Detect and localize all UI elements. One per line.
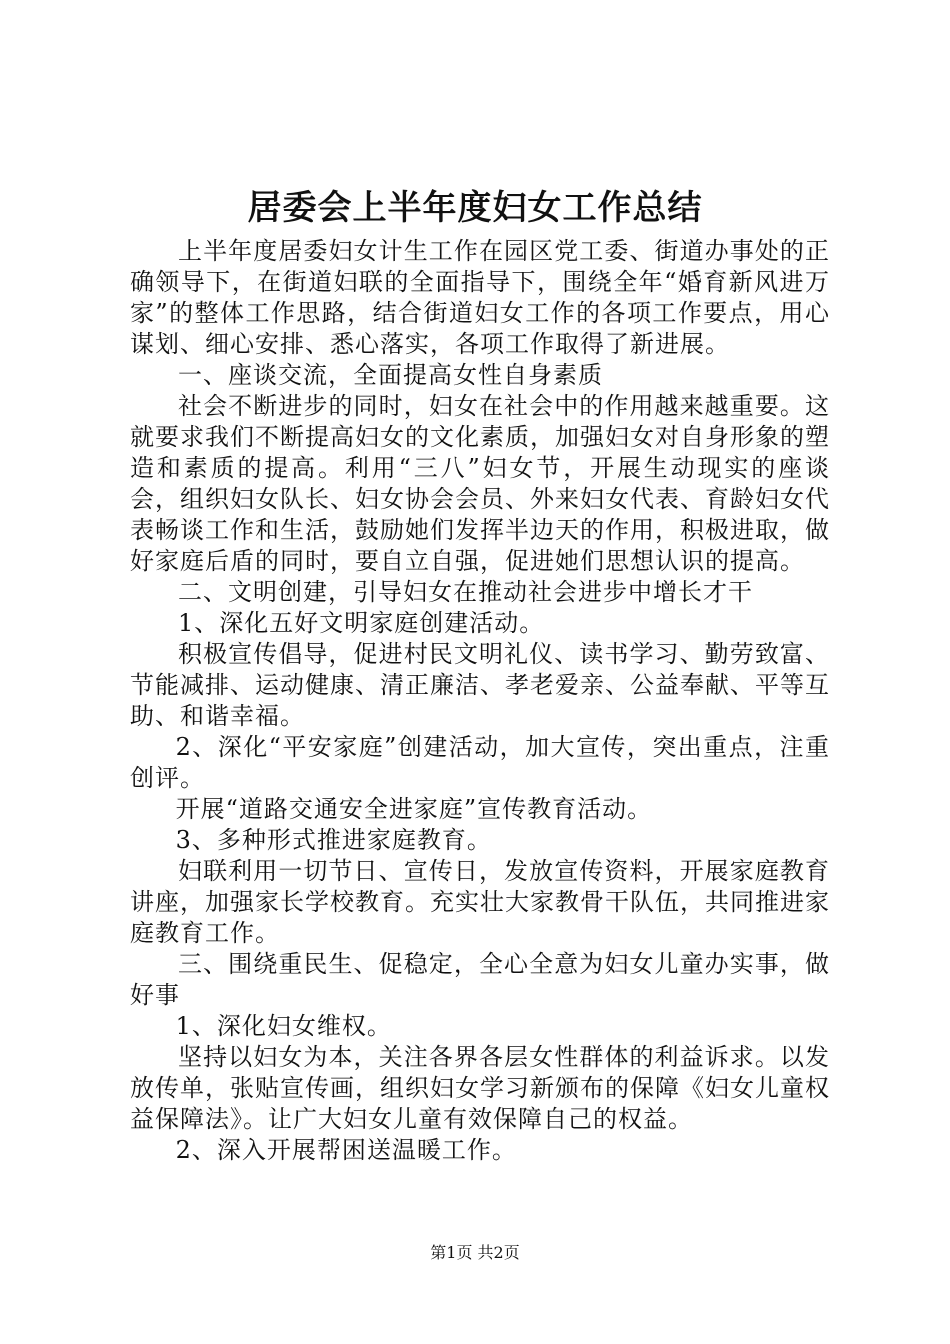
document-body: [130, 236, 830, 1166]
section-heading-3: 三、围绕重民生、促稳定，全心全意为妇女儿童办实事，做好事: [130, 950, 830, 1009]
subsection-heading: 2、深入开展帮困送温暖工作。: [175, 1136, 517, 1164]
body-paragraph: 妇联利用一切节日、宣传日，发放宣传资料，开展家庭教育讲座，加强家长学校教育。充实壮大家教骨干队伍，共同推进家庭教育工作。: [130, 857, 830, 947]
subsection-heading: 2、深化“平安家庭”创建活动，加大宣传，突出重点，注重创评。: [130, 733, 830, 792]
body-paragraph: 社会不断进步的同时，妇女在社会中的作用越来越重要。这就要求我们不断提高妇女的文化素质，加强妇女对自身形象的塑造和素质的提高。利用“三八”妇女节，开展生动现实的座谈会，组织妇女队长、妇女协会会员、外来妇女代表、育龄妇女代表畅谈工作和生活，鼓励她们发挥半边天的作用，积极进取，做好家庭后盾的同时，要自立自强，促进她们思想认识的提高。: [130, 392, 830, 575]
document-title: 居委会上半年度妇女工作总结: [247, 188, 703, 228]
body-paragraph: 开展“道路交通安全进家庭”宣传教育活动。: [175, 795, 653, 823]
section-heading-1: 一、座谈交流，全面提高女性自身素质: [178, 361, 603, 389]
page-number-footer: 第1页 共2页: [430, 1243, 520, 1262]
section-heading-2: 二、文明创建，引导妇女在推动社会进步中增长才干: [178, 578, 753, 606]
subsection-heading: 1、深化妇女维权。: [175, 1012, 392, 1040]
subsection-heading: 3、多种形式推进家庭教育。: [175, 826, 492, 854]
subsection-heading: 1、深化五好文明家庭创建活动。: [178, 609, 545, 637]
body-paragraph: 坚持以妇女为本，关注各界各层女性群体的利益诉求。以发放传单，张贴宣传画，组织妇女学习新颁布的保障《妇女儿童权益保障法》。让广大妇女儿童有效保障自己的权益。: [130, 1043, 830, 1133]
intro-paragraph: 上半年度居委妇女计生工作在园区党工委、街道办事处的正确领导下，在街道妇联的全面指导下，围绕全年“婚育新风进万家”的整体工作思路，结合街道妇女工作的各项工作要点，用心谋划、细心安排、悉心落实，各项工作取得了新进展。: [130, 237, 830, 358]
body-paragraph: 积极宣传倡导，促进村民文明礼仪、读书学习、勤劳致富、节能减排、运动健康、清正廉洁、孝老爱亲、公益奉献、平等互助、和谐幸福。: [130, 640, 830, 730]
